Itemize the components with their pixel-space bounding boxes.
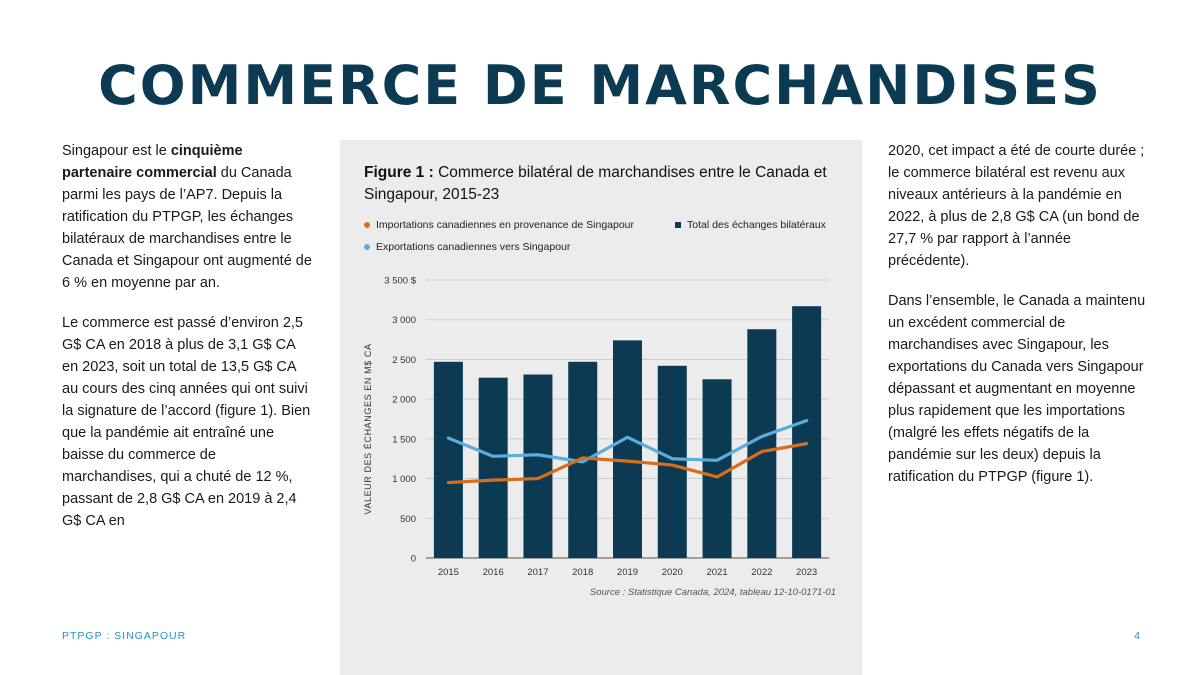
footer-label: PTPGP : SINGAPOUR — [62, 630, 187, 642]
x-tick-label: 2022 — [751, 567, 773, 578]
x-tick-label: 2016 — [482, 567, 504, 578]
y-tick-label: 1 500 — [392, 434, 416, 446]
legend-exports-dot-icon — [364, 244, 370, 250]
left-paragraph-2: Le commerce est passé d’environ 2,5 G$ CA en 2018 à plus de 3,1 G$ CA en 2023, soit un total de 13,5 G$ CA au cours des cinq années qui ont suivi la signature de l’accord (figure 1). Bien que la pandémie ait entraîné une baisse du commerce de marchandises, qui a chuté de 12 %, passant de 2,8 G$ CA en 2019 à 2,4 G$ CA en — [62, 315, 311, 529]
legend-total-label: Total des échanges bilatéraux — [687, 219, 826, 231]
left-p1-post: du Canada parmi les pays de l’AP7. Depuis la ratification du PTPGP, les échanges bilatéraux de marchandises entre le Canada et Singapour ont augmenté de 6 % en moyenne par an. — [62, 165, 312, 291]
right-paragraph-2: Dans l’ensemble, le Canada a maintenu un excédent commercial de marchandises avec Singapour, les exportations du Canada vers Singapour dépassant et augmentant en moyenne plus rapidement que les importations (malgré les effets négatifs de la pandémie sur les deux) depuis la ratification du PTPGP (figure 1). — [888, 293, 1146, 485]
x-tick-label: 2015 — [437, 567, 459, 578]
figure-title — [364, 162, 844, 206]
y-axis-title: VALEUR DES ÉCHANGES EN M$ CA — [363, 343, 373, 515]
figure-label: Figure 1 : — [364, 164, 434, 181]
y-tick-label: 3 000 — [392, 315, 416, 327]
right-text-column — [888, 140, 1150, 506]
y-tick-label: 0 — [410, 553, 416, 565]
legend-imports-dot-icon — [364, 222, 370, 228]
x-tick-label: 2018 — [572, 567, 594, 578]
x-tick-label: 2017 — [527, 567, 549, 578]
bar-total-2020 — [658, 366, 687, 558]
right-paragraph-1: 2020, cet impact a été de courte durée ; le commerce bilatéral est revenu aux niveaux antérieurs à la pandémie en 2022, à plus de 2,8 G$ CA (un bond de 27,7 % par rapport à l’année précédente). — [888, 143, 1145, 269]
left-p1-bold: cinquième partenaire commercial — [62, 143, 243, 181]
y-tick-label: 2 500 — [392, 354, 416, 366]
y-tick-label: 500 — [400, 513, 416, 525]
y-tick-label: 3 500 $ — [384, 275, 416, 287]
y-tick-label: 2 000 — [392, 394, 416, 406]
legend-exports-label: Exportations canadiennes vers Singapour — [376, 241, 571, 253]
legend-imports-label: Importations canadiennes en provenance de Singapour — [376, 219, 635, 231]
bar-total-2023 — [792, 306, 821, 558]
figure-source: Source : Statistique Canada, 2024, tableau 12-10-0171-01 — [589, 587, 836, 598]
trade-chart — [340, 260, 862, 585]
y-tick-label: 1 000 — [392, 474, 416, 486]
left-paragraph-1 — [62, 140, 312, 294]
bar-total-2016 — [479, 378, 508, 558]
x-tick-label: 2021 — [706, 567, 728, 578]
bar-total-2017 — [523, 375, 552, 558]
legend-exports — [364, 241, 570, 253]
legend-total-square-icon — [675, 222, 681, 228]
figure-title-text: Commerce bilatéral de marchandises entre le Canada et Singapour, 2015-23 — [364, 164, 827, 203]
bar-total-2019 — [613, 340, 642, 558]
left-p1-pre: Singapour est le — [62, 143, 171, 159]
page-title: COMMERCE DE MARCHANDISES — [98, 54, 1102, 117]
legend-imports — [364, 219, 634, 231]
bar-total-2015 — [434, 362, 463, 558]
x-tick-label: 2020 — [661, 567, 683, 578]
bar-total-2021 — [703, 379, 732, 558]
legend-total — [675, 219, 826, 231]
left-text-column — [62, 140, 312, 550]
x-tick-label: 2023 — [796, 567, 818, 578]
page-number: 4 — [1134, 630, 1140, 642]
x-tick-label: 2019 — [616, 567, 639, 578]
